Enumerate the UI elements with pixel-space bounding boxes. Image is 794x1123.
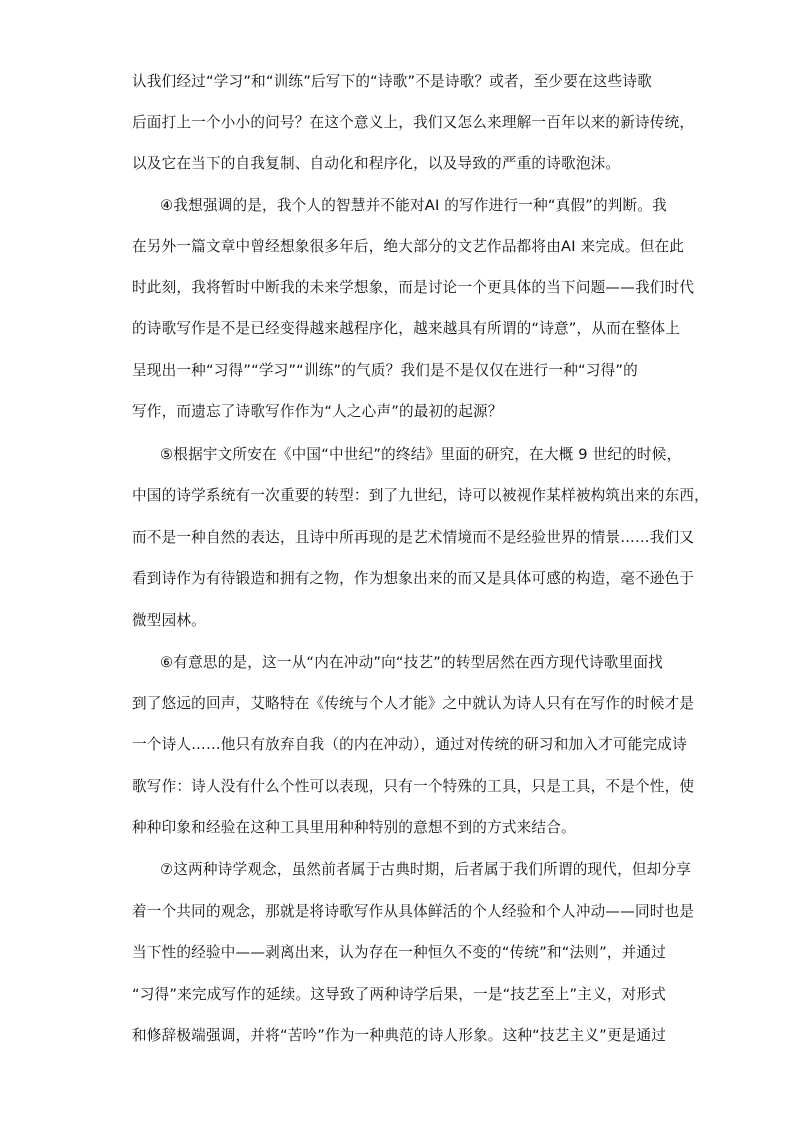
text-line: “习得”来完成写作的延续。这导致了两种诗学后果，一是“技艺至上”主义，对形式 bbox=[132, 986, 667, 1003]
text-line: 一个诗人……他只有放弃自我（的内在冲动），通过对传统的研习和加入才可能完成诗 bbox=[132, 736, 687, 753]
paragraph-6-start: ⑥有意思的是，这一从“内在冲动”向“技艺”的转型居然在西方现代诗歌里面找 bbox=[160, 654, 663, 671]
text-line: 在另外一篇文章中曾经想象很多年后，绝大部分的文艺作品都将由AI 来完成。但在此 bbox=[132, 238, 685, 255]
text-line: 的诗歌写作是不是已经变得越来越程序化，越来越具有所谓的“诗意”，从而在整体上 bbox=[132, 320, 681, 337]
text-line: 以及它在当下的自我复制、自动化和程序化，以及导致的严重的诗歌泡沫。 bbox=[132, 155, 621, 172]
paragraph-7-start: ⑦这两种诗学观念，虽然前者属于古典时期，后者属于我们所谓的现代，但却分享 bbox=[160, 861, 692, 878]
text-line: 当下性的经验中——剥离出来，认为存在一种恒久不变的“传统”和“法则”，并通过 bbox=[132, 944, 667, 961]
text-line: 认我们经过“学习”和“训练”后写下的“诗歌”不是诗歌？或者，至少要在这些诗歌 bbox=[132, 73, 652, 90]
text-line: 看到诗作为有待锻造和拥有之物，作为想象出来的而又是具体可感的构造，毫不逊色于 bbox=[132, 570, 695, 587]
text-line: 种种印象和经验在这种工具里用种种特别的意想不到的方式来结合。 bbox=[132, 819, 576, 836]
text-line: 呈现出一种“习得”“学习”“训练”的气质？我们是不是仅仅在进行一种“习得”的 bbox=[132, 362, 638, 379]
text-line: 而不是一种自然的表达，且诗中所再现的是艺术情境而不是经验世界的情景……我们又 bbox=[132, 529, 695, 546]
text-line: 到了悠远的回声，艾略特在《传统与个人才能》之中就认为诗人只有在写作的时候才是 bbox=[132, 695, 695, 712]
text-line: 后面打上一个小小的问号？在这个意义上，我们又怎么来理解一百年以来的新诗传统， bbox=[132, 114, 695, 131]
text-line: 时此刻，我将暂时中断我的未来学想象，而是讨论一个更具体的当下问题——我们时代 bbox=[132, 279, 695, 296]
text-line: 中国的诗学系统有一次重要的转型：到了九世纪，诗可以被视作某样被构筑出来的东西， bbox=[132, 487, 709, 504]
text-line: 和修辞极端强调，并将“苦吟”作为一种典范的诗人形象。这种“技艺主义”更是通过 bbox=[132, 1027, 667, 1044]
paragraph-4-start: ④我想强调的是，我个人的智慧并不能对AI 的写作进行一种“真假”的判断。我 bbox=[160, 197, 667, 214]
text-line: 写作，而遗忘了诗歌写作作为“人之心声”的最初的起源？ bbox=[132, 403, 503, 420]
text-line: 歌写作：诗人没有什么个性可以表现，只有一个特殊的工具，只是工具，不是个性，使 bbox=[132, 778, 695, 795]
paragraph-5-start: ⑤根据宇文所安在《中国“中世纪”的终结》里面的研究，在大概 9 世纪的时候， bbox=[160, 446, 682, 463]
text-line: 着一个共同的观念，那就是将诗歌写作从具体鲜活的个人经验和个人冲动——同时也是 bbox=[132, 903, 695, 920]
text-line: 微型园林。 bbox=[132, 612, 206, 629]
